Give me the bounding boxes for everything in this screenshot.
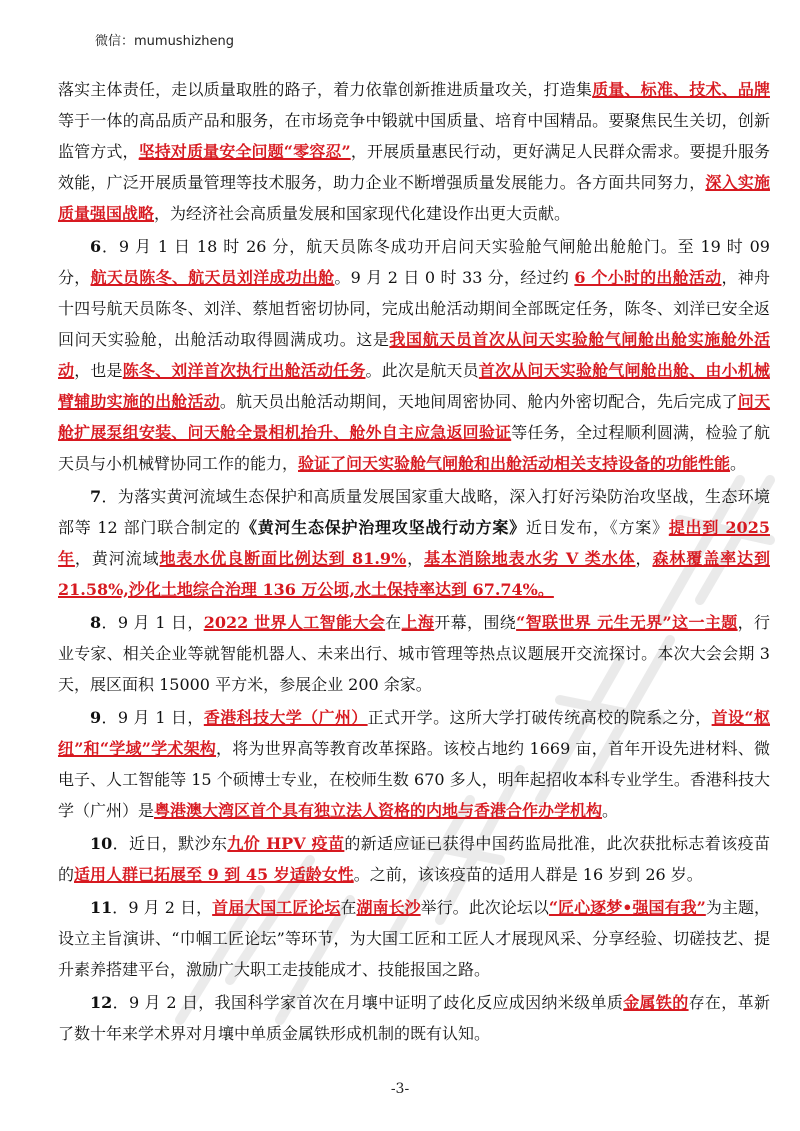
body-text: 开幕，围绕 (434, 613, 517, 632)
paragraph (58, 828, 770, 890)
paragraph (58, 987, 770, 1049)
highlighted-text: 首届大国工匠论坛 (212, 898, 341, 917)
body-text: 。此次是航天员 (365, 361, 479, 380)
highlighted-text: 深入实施质量强国战略 (58, 173, 770, 223)
paragraph (58, 702, 770, 826)
body-text: 。航天员出舱活动期间，天地间周密协同、舱内外密切配合，先后完成了 (219, 392, 738, 411)
body-text: ．9 月 1 日， (101, 613, 204, 632)
paragraph (58, 481, 770, 605)
body-text: 。之前，该该疫苗的适用人群是 16 岁到 26 岁。 (353, 865, 703, 884)
body-text: ．近日，默沙东 (112, 834, 228, 853)
body-text: 的新适应证已获得中国药监局批准，此次获批标志着该疫苗的 (58, 834, 770, 884)
item-number: 9 (90, 708, 102, 727)
body-text: ，神舟十四号航天员陈冬、刘洋、蔡旭哲密切协同，完成出舱活动期间全部既定任务，陈冬、刘洋已安全返回问天实验舱，出舱活动取得圆满成功。这是 (58, 268, 770, 349)
body-text: ．9 月 1 日 18 时 26 分，航天员陈冬成功开启问天实验舱气闸舱出舱舱门。至 19 时 09 分， (58, 237, 770, 287)
item-number: 10 (90, 834, 113, 853)
body-text: 正式开学。这所大学打破传统高校的院系之分， (367, 708, 712, 727)
body-text: ．9 月 1 日， (101, 708, 204, 727)
body-text: 。9 月 2 日 0 时 33 分，经过约 (334, 268, 575, 287)
item-number: 《黄河生态保护治理攻坚战行动方案》 (240, 518, 526, 537)
body-text: ，行业专家、相关企业等就智能机器人、未来出行、城市管理等热点议题展开交流探讨。本次大会会期 3 天，展区面积 15000 平方米，参展企业 200 余家。 (58, 613, 770, 694)
document-body (58, 74, 770, 1051)
body-text: 在 (340, 898, 357, 917)
body-text: ，将为世界高等教育改革探路。该校占地约 1669 亩，首年开设先进材料、微电子、人工智能等 15 个硕博士专业，在校师生数 670 多人，明年起招收本科专业学生。香港科技大学（广州）是 (58, 739, 770, 820)
highlighted-text: 上海 (401, 613, 435, 632)
body-text: 。 (730, 454, 747, 473)
body-text: ．9 月 2 日，我国科学家首次在月壤中证明了歧化反应成因纳米级单质 (112, 993, 624, 1012)
body-text: ．为落实黄河流域生态保护和高质量发展国家重大战略，深入打好污染防治攻坚战，生态环境部等 12 部门联合制定的 (58, 487, 770, 537)
highlighted-text: 地表水优良断面比例达到 81.9% (159, 549, 407, 568)
body-text: ，黄河流域 (74, 549, 160, 568)
body-text: 。 (602, 801, 619, 820)
body-text: ， (635, 549, 653, 568)
highlighted-text: 森林覆盖率达到 21.58%,沙化土地综合治理 136 万公顷,水土保持率达到 67.74%。 (58, 549, 770, 599)
body-text: 等任务，全过程顺利圆满，检验了航天员与小机械臂协同工作的能力， (58, 423, 770, 473)
highlighted-text: 粤港澳大湾区首个具有独立法人资格的内地与香港合作办学机构 (154, 801, 603, 820)
highlighted-text: 陈冬、刘洋首次执行出舱活动任务 (122, 361, 366, 380)
highlighted-text: 适用人群已拓展至 9 到 45 岁适龄女性 (74, 865, 354, 884)
paragraph (58, 74, 770, 229)
body-text: 落实主体责任，走以质量取胜的路子，着力依靠创新推进质量攻关，打造集 (58, 80, 593, 99)
body-text: ，为经济社会高质量发展和国家现代化建设作出更大贡献。 (154, 204, 571, 223)
highlighted-text: 问天舱扩展泵组安装、问天舱全景相机抬升、舱外自主应急返回验证 (58, 392, 770, 442)
body-text: 等于一体的高品质产品和服务，在市场竞争中锻就中国质量、培育中国精品。要聚焦民生关切，创新监管方式， (58, 111, 770, 161)
highlighted-text: “智联世界 元生无界”这一主题 (516, 613, 738, 632)
highlighted-text: 九价 HPV 疫苗 (227, 834, 345, 853)
highlighted-text: 首设“枢纽”和“学域”学术架构 (58, 708, 770, 758)
highlighted-text: “匠心逐梦•强国有我” (548, 898, 706, 917)
body-text: 在 (385, 613, 402, 632)
highlighted-text: 基本消除地表水劣 V 类水体 (424, 549, 636, 568)
body-text: ，也是 (74, 361, 123, 380)
highlighted-text: 湖南长沙 (356, 898, 421, 917)
highlighted-text: 首次从问天实验舱气闸舱出舱、由小机械臂辅助实施的出舱活动 (58, 361, 770, 411)
item-number: 6 (90, 237, 102, 256)
paragraph (58, 231, 770, 479)
paragraph (58, 607, 770, 700)
body-text: 存在，革新了数十年来学术界对月壤中单质金属铁形成机制的既有认知。 (58, 993, 770, 1043)
highlighted-text: 2022 世界人工智能大会 (203, 613, 386, 632)
paragraph (58, 892, 770, 985)
wechat-header: 微信：mumushizheng (95, 34, 234, 49)
body-text: ， (406, 549, 425, 568)
item-number: 8 (90, 613, 102, 632)
page-number: -3- (390, 1081, 410, 1097)
body-text: ．9 月 2 日， (112, 898, 213, 917)
highlighted-text: 航天员陈冬、航天员刘洋成功出舱 (90, 268, 335, 287)
item-number: 11 (90, 898, 113, 917)
highlighted-text: 金属铁的 (623, 993, 689, 1012)
item-number: 7 (90, 487, 102, 506)
highlighted-text: 提出到 2025 年 (58, 518, 770, 568)
highlighted-text: 6 个小时的出舱活动 (574, 268, 722, 287)
body-text: 为主题，设立主旨演讲、“巾帼工匠论坛”等环节，为大国工匠和工匠人才展现风采、分享经验、切磋技艺、提升素养搭建平台，激励广大职工走技能成才、技能报国之路。 (58, 898, 770, 979)
body-text: 举行。此次论坛以 (420, 898, 549, 917)
body-text: ，开展质量惠民行动，更好满足人民群众需求。要提升服务效能，广泛开展质量管理等技术服务，助力企业不断增强质量发展能力。各方面共同努力， (58, 142, 770, 192)
highlighted-text: 坚持对质量安全问题“零容忍” (138, 142, 351, 161)
highlighted-text: 我国航天员首次从问天实验舱气闸舱出舱实施舱外活动 (58, 330, 770, 380)
highlighted-text: 验证了问天实验舱气闸舱和出舱活动相关支持设备的功能性能 (298, 454, 731, 473)
highlighted-text: 香港科技大学（广州） (203, 708, 368, 727)
body-text: 近日发布，《方案》 (525, 518, 669, 537)
highlighted-text: 质量、标准、技术、品牌 (592, 80, 770, 99)
item-number: 12 (90, 993, 113, 1012)
